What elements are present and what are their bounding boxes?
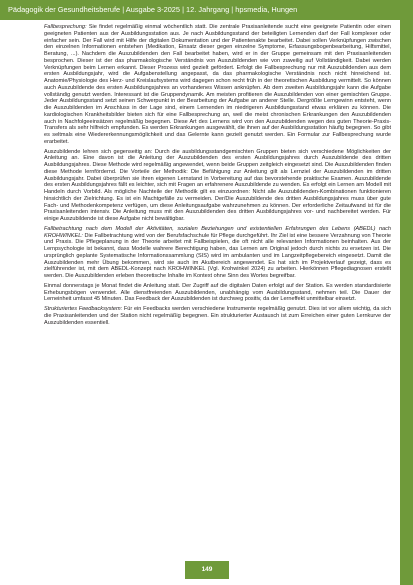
paragraph-text: Sie findet regelmäßig einmal wöchentlich statt. Die zentrale Praxisanleitende sucht eine geeignete Patientin oder einen geeigneten Patienten aus der Ausbildungsstation aus. Je nach Ausbildungsstand der beteiligten Lernenden darf der Fall komplexer oder einfacher sein. Der Fall wird mit Hilfe der digitalen Dokumentation und der Patientenakte bearbeitet. Dabei sollen Verknüpfungen zwischen den einzelnen Informationen entstehen (Medikation, Einsatz dieser gegen einzelne Symptome, Erfassungsbogenbearbeitung, Hilfsmittel, Beratung, ...). Nachdem die Auszubildenden den Fall bearbeitet haben, wird er in der Gruppe gemeinsam mit den Praxisanleitenden besprochen. Dieser ist der das pharmakologische Verständnis von Auszubildenden wie von zuweilig auf Vollständigkeit. Dabei werden Verknüpfungen beim Lernen erkannt. Dieser Prozess wird gezielt gefördert. Erfolgt die Fallbesprechung nur mit Auszubildenden aus dem ersten Ausbildungsjahr, wird die Aufgabenstellung angepasst, da das pharmakologische Verständnis noch nicht hinreichend ist. Anatomie/Physiologie des Herz- und Kreislaufsystems wird dagegen schon recht früh in der theoretischen Ausbildung vermittelt. So können auch Auszubildende des ersten Ausbildungsjahres an vorhandenes Wissen anknüpfen. Ab dem zweiten Ausbildungsjahr kann die Aufgabe vollständig genutzt werden. Interessant ist die Gruppendynamik. Am meisten profitieren die Auszubildenden von einer gemischten Gruppe. Jeder Ausbildungsstand setzt seinen Schwerpunkt in der Bearbeitung der Aufgabe an anderer Stelle. Dergrößte Lerngewinn entsteht, wenn die Auszubildenden im Anschluss in der Lage sind, einem Lernenden im niedrigeren Ausbildungsstand etwas erklären zu können. Die kardiologischen Krankheitsbilder bieten sich für eine Fallbesprechung an, weil die meist chronischen Erkrankungen den Auszubildenden auch in Nachfolgeeinsätzen regelmäßig begegnen. Diese Art des Lernens wird von den Auszubildenden wegen des guten Theorie-Praxis-Transfers als sehr hilfreich empfunden. Es werden Erkrankungen ausgewählt, die ihnen auf der Ausbildungsstation häufig begegnen. So gibt es seltmals eine Wiedererkennungsmöglichkeit und das Gelernte kann gezielt genutzt werden. Ein Formular zur Fallbesprechung wurde erarbeitet. xyxy=(44,24,391,145)
paragraph-text: Auszubildende lehren sich gegenseitig an: Durch die ausbildungsstandgemischten Gruppen bieten sich verschiedene Möglichkeiten der Anleitung an. Eine davon ist die Anleitung der Auszubildenden des ersten Ausbildungsjahres durch Auszubildende des dritten Ausbildungsjahres. Diese Methode wird regelmäßig angewendet, wenn beide Gruppen zeitgleich eingesetzt sind. Die Auszubildenden finden diese Methode lernfördernd. Die Vorteile der Methodik: Die Befähigung zur Anleitung gilt als Lernziel der Auszubildenden im dritten Ausbildungsjahr. Dabei überprüfen sie ihren eigenen Lernstand in Vorbereitung auf das bevorstehende praktische Examen. Auszubildende des ersten Ausbildungsjahres fällt es leichter, sich mit Fragen an erfahrenere Auszubildende zu wenden. Es erfolgt ein Lernen am Modell mit Handeln durch Vorbild. Als mögliche Nachteile der Methodik gilt es einzuordnen: Nicht alle Auszubildenden-Kombinationen funktionieren hinsichtlich der Zielrichtung. Es ist ein Machtgefälle zu vermeiden. Der/Die Auszubildende des dritten Ausbildungsjahres muss über gute Fach- und Methodenkompetenz verfügen, um diese Anleitungsaufgabe wahrzunehmen zu können. Der erforderliche Zeitaufwand ist für die Praxisanleitenden intensiv. Die Anleitung muss mit den Auszubildenden des dritten Ausbildungsjahres vor- und nachbereitet werden. Für einige Auszubildende ist diese Aufgabe nicht bewältigbar. xyxy=(44,148,391,222)
paragraph-lead: Fallbesprechung: xyxy=(44,24,87,30)
paragraph-feedback xyxy=(44,306,391,326)
article-body xyxy=(44,24,391,327)
paragraph-fallbesprechung xyxy=(44,24,391,146)
paragraph-lead: Fallbetrachtung nach dem Modell der Aktivitäten, sozialen Beziehungen und existentiellen Erfahrungen des Lebens (ABEDL) nach KROHWINKEL: xyxy=(44,225,391,239)
paragraph-text: Für ein Feedbacks werden verschiedene Instrumente regelmäßig genutzt. Dies ist vor allem wichtig, da sich die Praxisanleitenden und der Station nicht regelmäßig begegnen. Ein strukturierter Austausch ist zum Erreichen einer guten Lernkurve der Auszubildenden essentiell. xyxy=(44,306,392,326)
paragraph-monthly xyxy=(44,283,391,303)
paragraph-lead: Strukturiertes Feedbacksystem: xyxy=(44,306,123,312)
running-title: Pädagogik der Gesundheitsberufe | Ausgabe 3-2025 | 12. Jahrgang | hpsmedia, Hungen xyxy=(8,5,298,14)
running-header xyxy=(0,0,413,20)
paragraph-text: Einmal donnerstags je Monat findet die Anleitung statt. Der Zugriff auf die digitalen Daten erfolgt auf der Station. Es werden standardisierte Erhebungsbögen verwendet. Alle dienstfreienden Auszubildenden, unabhängig vom Ausbildungsstand, nehmen teil. Die Dauer der Lerneinheit umfasst 45 Minuten. Das Feedback der Auszubildenden ist durchweg positiv, da der Lerneffekt unmittelbar einsetzt. xyxy=(44,282,391,303)
paragraph-peer-teaching xyxy=(44,149,391,223)
paragraph-abedl xyxy=(44,226,391,280)
paragraph-text: Die Fallbetrachtung wird von der Berufsfachschule für Pflege durchgeführt. Ihr Ziel ist eine bessere Verzahnung von Theorie und Praxis. Die Pflegeplanung in der Theorie arbeitet mit Fallbeispielen, die oft nicht alle relevanten Informationen beinhalten. Aus der Lernpsychologie ist bekannt, dass Modelle wahrere Berechtigung haben, das Lernen am Original jedoch durch nichts zu ersetzen ist. Die ursprünglich geplante Systematische Informationssammlung (SIS) wird im ambulanten und im Langzeitpflegebereich eingesetzt. Damit die Auszubildenden mehr Übung bekommen, wird sie auch im Akutbereich angewendet. Es hat sich im Projektverlauf gezeigt, dass es zielführender ist, mit dem ABEDL-Konzept nach KROHWINKEL (Vgl. Krohwinkel 2024) zu arbeiten. Hierkönnen Pflegediagnosen erstellt werden. Die Auszubildenden erleben theoretische Inhalte im Kontext ohne Sinn des Wortes begreifbar. xyxy=(44,232,391,279)
page-number: 149 xyxy=(185,561,229,579)
side-accent-bar xyxy=(400,20,413,585)
